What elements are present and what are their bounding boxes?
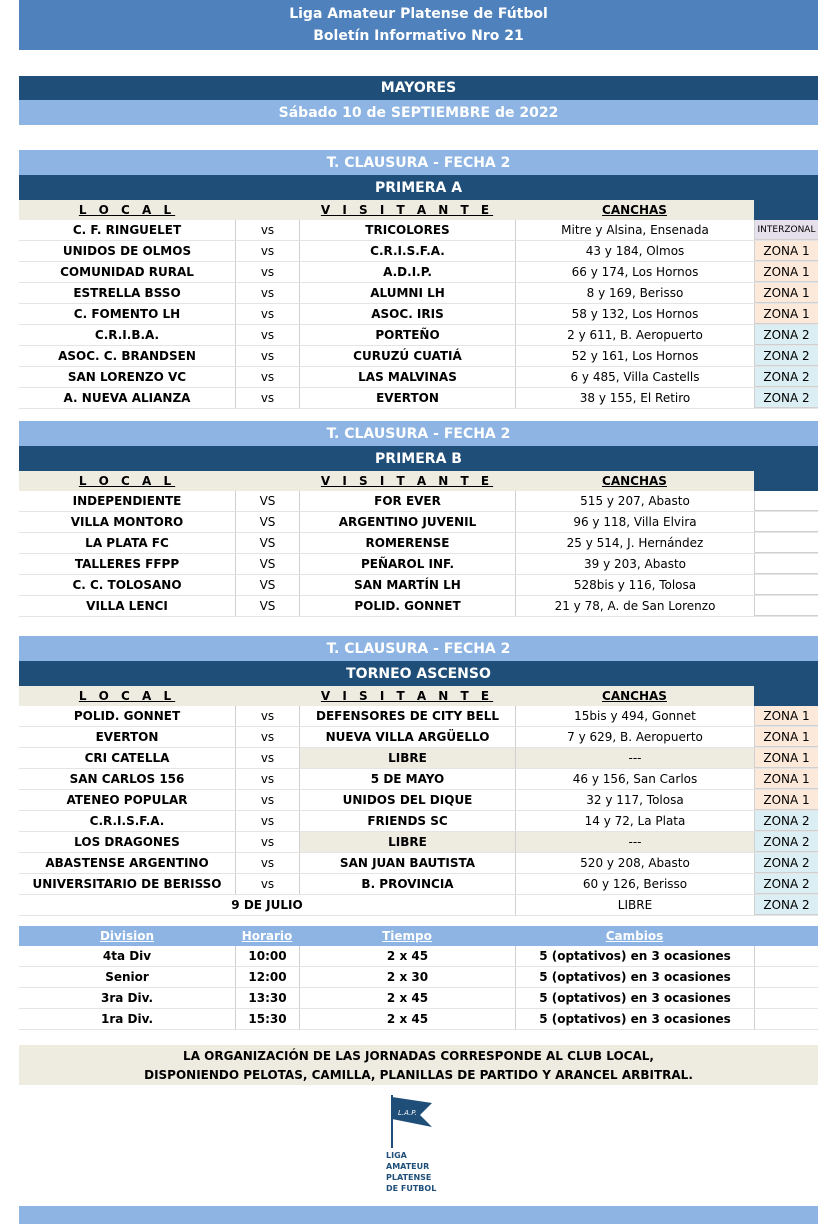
visiting-team: FRIENDS SC: [299, 811, 515, 831]
local-team: TALLERES FFPP: [74, 557, 180, 571]
logo-line: LIGA: [386, 1151, 407, 1160]
match-row: [19, 554, 818, 575]
local-team: C. F. RINGUELET: [72, 223, 182, 237]
venue: 66 y 174, Los Hornos: [515, 262, 754, 282]
vs-label: vs: [235, 811, 299, 831]
local-team: COMUNIDAD RURAL: [60, 265, 194, 279]
vs-label: vs: [235, 325, 299, 345]
venue: 15bis y 494, Gonnet: [515, 706, 754, 726]
header-visitante: V I S I T A N T E: [299, 471, 515, 491]
venue: 515 y 207, Abasto: [515, 491, 754, 511]
local-team: SAN CARLOS 156: [69, 772, 185, 786]
venue: 46 y 156, San Carlos: [515, 769, 754, 789]
venue: 96 y 118, Villa Elvira: [515, 512, 754, 532]
division-title: PRIMERA B: [19, 446, 818, 471]
vs-label: vs: [235, 346, 299, 366]
zone-badge: ZONA 2: [754, 811, 818, 831]
visiting-team: SAN MARTÍN LH: [299, 575, 515, 595]
schedule-rows: [19, 946, 818, 1030]
header-zona-blank: [754, 686, 818, 706]
schedule-header-cambios: Cambios: [515, 926, 754, 946]
schedule-blank: [754, 988, 818, 1008]
schedule-header-division: Division: [19, 926, 235, 946]
venue: 38 y 155, El Retiro: [515, 388, 754, 408]
venue: 58 y 132, Los Hornos: [515, 304, 754, 324]
match-row: [19, 874, 818, 895]
schedule-row: [19, 988, 818, 1009]
league-name: Liga Amateur Platense de Fútbol: [289, 6, 548, 22]
zone-badge: INTERZONAL: [754, 220, 818, 240]
zone-badge: ZONA 1: [754, 241, 818, 261]
visiting-team: NUEVA VILLA ARGÜELLO: [299, 727, 515, 747]
local-team: ESTRELLA BSSO: [73, 286, 181, 300]
schedule-substitutions: 5 (optativos) en 3 ocasiones: [515, 988, 754, 1008]
venue: 21 y 78, A. de San Lorenzo: [515, 596, 754, 616]
vs-label: vs: [235, 367, 299, 387]
schedule-time: 12:00: [235, 967, 299, 987]
venue: 39 y 203, Abasto: [515, 554, 754, 574]
zone-badge: [754, 491, 818, 511]
column-header-row: [19, 200, 818, 220]
match-row: [19, 769, 818, 790]
local-team: C.R.I.B.A.: [94, 328, 160, 342]
visiting-team: ARGENTINO JUVENIL: [299, 512, 515, 532]
venue: ---: [515, 748, 754, 768]
match-row: [19, 262, 818, 283]
venue: 25 y 514, J. Hernández: [515, 533, 754, 553]
vs-label: VS: [235, 596, 299, 616]
match-row: [19, 727, 818, 748]
visiting-team: DEFENSORES DE CITY BELL: [299, 706, 515, 726]
venue: 520 y 208, Abasto: [515, 853, 754, 873]
local-team: UNIVERSITARIO DE BERISSO: [32, 877, 222, 891]
section-torneo-ascenso: [19, 636, 818, 916]
vs-label: vs: [235, 727, 299, 747]
match-row: [19, 533, 818, 554]
visiting-team: ASOC. IRIS: [299, 304, 515, 324]
header-vs: [235, 471, 299, 491]
visiting-team: SAN JUAN BAUTISTA: [299, 853, 515, 873]
schedule-header-blank: [754, 926, 818, 946]
match-row: [19, 748, 818, 769]
zone-badge: ZONA 2: [754, 346, 818, 366]
schedule-row: [19, 946, 818, 967]
match-row: [19, 790, 818, 811]
visiting-team: LIBRE: [299, 832, 515, 852]
tournament-title: T. CLAUSURA - FECHA 2: [19, 421, 818, 446]
vs-label: VS: [235, 491, 299, 511]
vs-label: VS: [235, 575, 299, 595]
match-row: [19, 596, 818, 617]
match-row: [19, 575, 818, 596]
schedule-duration: 2 x 30: [299, 967, 515, 987]
bye-venue: LIBRE: [515, 895, 754, 915]
venue: 2 y 611, B. Aeropuerto: [515, 325, 754, 345]
schedule-time: 10:00: [235, 946, 299, 966]
schedule-header-horario: Horario: [235, 926, 299, 946]
schedule-header-tiempo: Tiempo: [299, 926, 515, 946]
header-canchas: CANCHAS: [515, 200, 754, 220]
venue: 14 y 72, La Plata: [515, 811, 754, 831]
visiting-team: EVERTON: [299, 388, 515, 408]
logo-line: PLATENSE: [386, 1173, 432, 1182]
logo-text: [386, 1150, 436, 1194]
zone-badge: ZONA 2: [754, 895, 818, 915]
match-row: [19, 706, 818, 727]
zone-badge: [754, 596, 818, 616]
visiting-team: POLID. GONNET: [299, 596, 515, 616]
visiting-team: ALUMNI LH: [299, 283, 515, 303]
header-zona-blank: [754, 471, 818, 491]
visiting-team: UNIDOS DEL DIQUE: [299, 790, 515, 810]
visiting-team: PEÑAROL INF.: [299, 554, 515, 574]
venue: 60 y 126, Berisso: [515, 874, 754, 894]
vs-label: vs: [235, 220, 299, 240]
match-row: [19, 304, 818, 325]
section-primera-b: [19, 421, 818, 617]
match-row: [19, 367, 818, 388]
zone-badge: ZONA 2: [754, 874, 818, 894]
zone-badge: ZONA 2: [754, 388, 818, 408]
header-visitante: V I S I T A N T E: [299, 686, 515, 706]
schedule-blank: [754, 946, 818, 966]
visiting-team: C.R.I.S.F.A.: [299, 241, 515, 261]
vs-label: vs: [235, 304, 299, 324]
vs-label: VS: [235, 554, 299, 574]
visiting-team: LAS MALVINAS: [299, 367, 515, 387]
zone-badge: ZONA 2: [754, 832, 818, 852]
zone-badge: [754, 533, 818, 553]
header-canchas: CANCHAS: [515, 471, 754, 491]
zone-badge: ZONA 2: [754, 853, 818, 873]
schedule-row: [19, 1009, 818, 1030]
schedule-substitutions: 5 (optativos) en 3 ocasiones: [515, 1009, 754, 1029]
note-line-1: LA ORGANIZACIÓN DE LAS JORNADAS CORRESPONDE AL CLUB LOCAL,: [183, 1048, 654, 1063]
vs-label: vs: [235, 262, 299, 282]
vs-label: vs: [235, 769, 299, 789]
local-team: ASOC. C. BRANDSEN: [58, 349, 196, 363]
local-team: VILLA LENCI: [86, 599, 168, 613]
local-team: EVERTON: [95, 730, 159, 744]
venue: 43 y 184, Olmos: [515, 241, 754, 261]
local-team: C. C. TOLOSANO: [72, 578, 182, 592]
schedule-duration: 2 x 45: [299, 1009, 515, 1029]
zone-badge: ZONA 1: [754, 304, 818, 324]
match-row: [19, 832, 818, 853]
visiting-team: TRICOLORES: [299, 220, 515, 240]
local-team: POLID. GONNET: [73, 709, 181, 723]
visiting-team: ROMERENSE: [299, 533, 515, 553]
venue: 7 y 629, B. Aeropuerto: [515, 727, 754, 747]
logo-line: DE FUTBOL: [386, 1184, 437, 1193]
vs-label: vs: [235, 748, 299, 768]
tournament-title: T. CLAUSURA - FECHA 2: [19, 150, 818, 175]
venue: 52 y 161, Los Hornos: [515, 346, 754, 366]
header-vs: [235, 686, 299, 706]
schedule-time: 15:30: [235, 1009, 299, 1029]
visiting-team: 5 DE MAYO: [299, 769, 515, 789]
venue: 6 y 485, Villa Castells: [515, 367, 754, 387]
vs-label: vs: [235, 283, 299, 303]
header-zona-blank: [754, 200, 818, 220]
zone-badge: ZONA 1: [754, 706, 818, 726]
header-local: L O C A L: [19, 200, 235, 220]
visiting-team: FOR EVER: [299, 491, 515, 511]
header-local: L O C A L: [19, 471, 235, 491]
division-title: TORNEO ASCENSO: [19, 661, 818, 686]
match-row: [19, 325, 818, 346]
schedule-division: Senior: [105, 970, 149, 984]
schedule-duration: 2 x 45: [299, 946, 515, 966]
venue: 528bis y 116, Tolosa: [515, 575, 754, 595]
venue: 8 y 169, Berisso: [515, 283, 754, 303]
local-team: A. NUEVA ALIANZA: [63, 391, 191, 405]
local-team: C.R.I.S.F.A.: [89, 814, 165, 828]
schedule-table: [19, 926, 818, 1030]
header-canchas: CANCHAS: [515, 686, 754, 706]
vs-label: vs: [235, 241, 299, 261]
vs-label: vs: [235, 832, 299, 852]
match-row: [19, 220, 818, 241]
local-team: ABASTENSE ARGENTINO: [45, 856, 209, 870]
vs-label: vs: [235, 388, 299, 408]
bye-row: [19, 895, 818, 916]
local-team: SAN LORENZO VC: [67, 370, 187, 384]
schedule-header-row: [19, 926, 818, 946]
category-title: MAYORES: [19, 76, 818, 100]
local-team: INDEPENDIENTE: [72, 494, 182, 508]
match-date: Sábado 10 de SEPTIEMBRE de 2022: [19, 100, 818, 125]
organization-note: [19, 1045, 818, 1085]
match-row: [19, 853, 818, 874]
local-team: CRI CATELLA: [84, 751, 170, 765]
zone-badge: [754, 554, 818, 574]
header-vs: [235, 200, 299, 220]
logo-flag-text: L.A.P.: [398, 1109, 417, 1117]
note-line-2: DISPONIENDO PELOTAS, CAMILLA, PLANILLAS DE PARTIDO Y ARANCEL ARBITRAL.: [144, 1067, 693, 1082]
match-row: [19, 491, 818, 512]
local-team: LOS DRAGONES: [74, 835, 180, 849]
match-row: [19, 512, 818, 533]
vs-label: VS: [235, 512, 299, 532]
zone-badge: ZONA 1: [754, 790, 818, 810]
footer-bar: [19, 1206, 818, 1224]
schedule-substitutions: 5 (optativos) en 3 ocasiones: [515, 967, 754, 987]
tournament-title: T. CLAUSURA - FECHA 2: [19, 636, 818, 661]
zone-badge: [754, 512, 818, 532]
venue: 32 y 117, Tolosa: [515, 790, 754, 810]
header-local: L O C A L: [19, 686, 235, 706]
column-header-row: [19, 686, 818, 706]
vs-label: vs: [235, 853, 299, 873]
visiting-team: LIBRE: [299, 748, 515, 768]
vs-label: vs: [235, 874, 299, 894]
schedule-division: 3ra Div.: [100, 991, 154, 1005]
match-row: [19, 283, 818, 304]
zone-badge: ZONA 2: [754, 367, 818, 387]
venue: Mitre y Alsina, Ensenada: [515, 220, 754, 240]
logo-line: AMATEUR: [386, 1162, 430, 1171]
bye-team: 9 DE JULIO: [231, 898, 303, 912]
bulletin-header: [19, 0, 818, 50]
visiting-team: A.D.I.P.: [299, 262, 515, 282]
zone-badge: ZONA 1: [754, 262, 818, 282]
header-visitante: V I S I T A N T E: [299, 200, 515, 220]
zone-badge: ZONA 2: [754, 325, 818, 345]
schedule-substitutions: 5 (optativos) en 3 ocasiones: [515, 946, 754, 966]
division-title: PRIMERA A: [19, 175, 818, 200]
column-header-row: [19, 471, 818, 491]
local-team: LA PLATA FC: [85, 536, 169, 550]
schedule-blank: [754, 1009, 818, 1029]
schedule-row: [19, 967, 818, 988]
visiting-team: PORTEÑO: [299, 325, 515, 345]
vs-label: vs: [235, 706, 299, 726]
visiting-team: CURUZÚ CUATIÁ: [299, 346, 515, 366]
schedule-division: 4ta Div: [102, 949, 152, 963]
vs-label: VS: [235, 533, 299, 553]
local-team: C. FOMENTO LH: [73, 307, 181, 321]
local-team: UNIDOS DE OLMOS: [62, 244, 192, 258]
schedule-division: 1ra Div.: [100, 1012, 154, 1026]
zone-badge: [754, 575, 818, 595]
vs-label: vs: [235, 790, 299, 810]
match-row: [19, 346, 818, 367]
schedule-time: 13:30: [235, 988, 299, 1008]
bulletin-number: Boletín Informativo Nro 21: [313, 28, 524, 44]
match-row: [19, 388, 818, 409]
zone-badge: ZONA 1: [754, 769, 818, 789]
zone-badge: ZONA 1: [754, 748, 818, 768]
schedule-blank: [754, 967, 818, 987]
visiting-team: B. PROVINCIA: [299, 874, 515, 894]
local-team: ATENEO POPULAR: [66, 793, 188, 807]
schedule-duration: 2 x 45: [299, 988, 515, 1008]
match-row: [19, 241, 818, 262]
local-team: VILLA MONTORO: [70, 515, 184, 529]
section-primera-a: [19, 150, 818, 409]
zone-badge: ZONA 1: [754, 283, 818, 303]
venue: ---: [515, 832, 754, 852]
zone-badge: ZONA 1: [754, 727, 818, 747]
match-row: [19, 811, 818, 832]
